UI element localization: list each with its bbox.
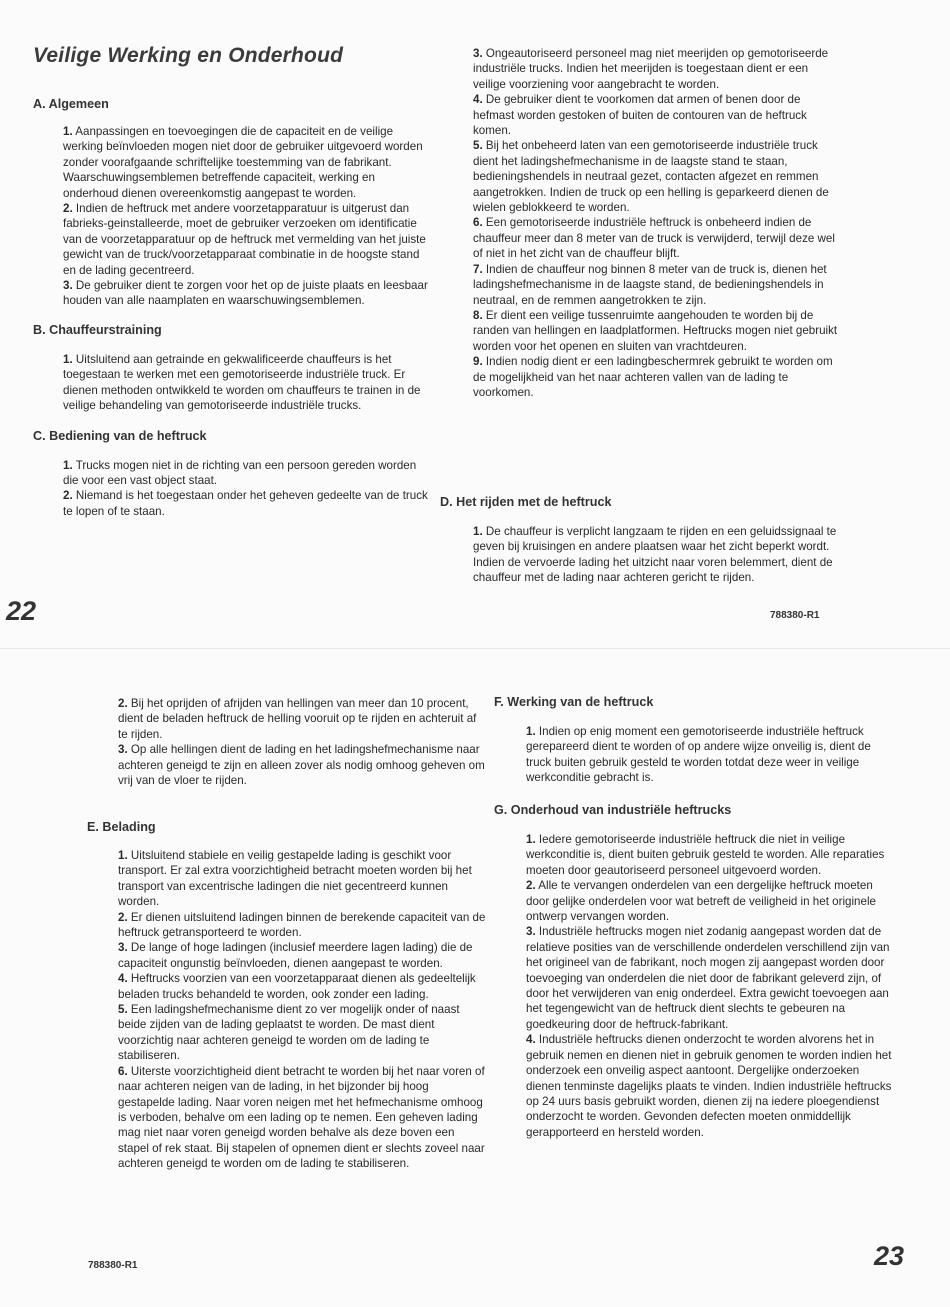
left-column-page-22 (33, 96, 433, 519)
item-text: Een gemotoriseerde industriële heftruck is onbeheerd indien de chauffeur meer dan 8 meter van de truck is verwijderd, terwijl deze wel of niet in het zicht van de chauffeur blijft. (473, 216, 835, 261)
list-item (63, 124, 433, 201)
page-22 (0, 0, 950, 648)
item-list (63, 352, 433, 414)
item-number: 2. (118, 697, 128, 710)
item-text: Uiterste voorzichtigheid dient betracht te worden bij het naar voren of naar achteren neigen van de lading, in het bijzonder bij hoog gestapelde lading. Naar voren neigen met het hefmechanisme omhoog is verboden, behalve om een lading op te nemen. Een geheven lading mag niet naar voren geneigd worden behalve als deze boven een stapel of rek staat. Bij stapelen of opnemen dient er slechts zoveel naar achteren geneigd te worden om de lading te stabiliseren. (118, 1064, 485, 1171)
list-item (63, 201, 433, 278)
item-number: 9. (473, 355, 483, 369)
item-text: Industriële heftrucks dienen onderzocht te worden alvorens het in gebruik nemen en dienen niet in gebruik genomen te worden indien het onderzoek een onveilig aspect aantoont. Dergelijke onderzoeken dienen tenminste dagelijks plaats te vinden. Indien industriële heftrucks op 24 uurs basis gebruikt worden, dienen zij na iedere ploegendienst onderzocht te worden. Gevonden defecten moeten onmiddellijk gerapporteerd en hersteld worden. (526, 1033, 892, 1139)
section-b (33, 322, 433, 414)
item-list (118, 696, 486, 788)
item-text: Heftrucks voorzien van een voorzetapparaat dienen als gedeeltelijk beladen trucks behandeld te worden, ook zonder een lading. (118, 972, 476, 1001)
left-column-page-23 (118, 696, 486, 788)
list-item (118, 910, 487, 941)
list-item (473, 308, 843, 354)
list-item (118, 1002, 487, 1064)
item-text: Er dienen uitsluitend ladingen binnen de berekende capaciteit van de heftruck getransporteerd te worden. (118, 910, 486, 940)
section-f (494, 694, 894, 786)
section-e (87, 819, 487, 1172)
item-number: 1. (118, 849, 128, 862)
item-number: 8. (473, 308, 483, 322)
list-item (526, 878, 894, 924)
item-text: Indien de heftruck met andere voorzetapparatuur is uitgerust dan fabrieks-geinstalleerde, moet de gebruiker verzoeken om identificatie van de voorzetapparatuur op de heftruck met vermelding van het juiste gewicht van de truck/voorzetapparaat combinatie in de hoogste stand en de lading gecentreerd. (63, 202, 426, 277)
item-text: Een ladingshefmechanisme dient zo ver mogelijk onder of naast beide zijden van de lading geplaatst te worden. De mast dient voorzichtig naar achteren geneigd te worden om de lading te stabiliseren. (118, 1003, 460, 1063)
list-item (118, 940, 487, 971)
section-d (440, 494, 840, 586)
item-text: De gebruiker dient te zorgen voor het op de juiste plaats en leesbaar houden van alle naamplaten en waarschuwingsemblemen. (63, 279, 428, 308)
list-item (473, 138, 843, 215)
item-number: 1. (63, 125, 73, 138)
list-item (526, 724, 894, 786)
list-item (118, 1064, 487, 1172)
list-item (473, 92, 843, 138)
item-number: 1. (63, 352, 73, 366)
section-g (494, 802, 894, 1140)
list-item (63, 278, 433, 309)
item-text: Industriële heftrucks mogen niet zodanig aangepast worden dat de relatieve posities van de verschillende onderdelen verschillend zijn van het origineel van de fabrikant, noch mogen zij aangepast worden door toevoeging van onderdelen die niet door de fabrikant geleverd zijn, of door het verwijderen van enig onderdeel. Extra gewicht toevoegen aan het tegengewicht van de heftruck dient slechts te gebeuren na goedkeuring door de heftruck-fabrikant. (526, 925, 890, 1031)
list-item (473, 524, 840, 586)
section-heading: A. Algemeen (33, 97, 109, 111)
item-list (63, 458, 433, 520)
item-list (63, 124, 433, 309)
section-heading: B. Chauffeurstraining (33, 322, 162, 337)
page-title: Veilige Werking en Onderhoud (33, 44, 344, 67)
item-number: 3. (526, 925, 536, 939)
item-text: Aanpassingen en toevoegingen die de capaciteit en de veilige werking beïnvloeden mogen niet door de gebruiker uitgevoerd worden zonder voorafgaande schriftelijke toestemming van de fabrikant. Waarschuwingsemblemen betreffende capaciteit, werking en onderhoud dienen overeenkomstig aangepast te worden. (63, 125, 423, 200)
item-list (526, 724, 894, 786)
item-text: Indien op enig moment een gemotoriseerde industriële heftruck gerepareerd dient te worden of op andere wijze onveilig is, dient de truck buiten gebruik gesteld te worden totdat deze weer in veilige werkconditie gebracht is. (526, 725, 871, 785)
item-text: Uitsluitend aan getrainde en gekwalificeerde chauffeurs is het toegestaan te werken met een gemotoriseerde industriële truck. Er dienen methoden ontwikkeld te worden om chauffeurs te trainen in de veilige behandeling van gemotoriseerde industriële trucks. (63, 352, 421, 413)
right-column-page-22 (473, 46, 843, 400)
item-number: 4. (526, 1033, 536, 1047)
list-item (473, 262, 843, 308)
list-item (526, 1032, 894, 1140)
item-text: De lange of hoge ladingen (inclusief meerdere lagen lading) die de capaciteit ongunstig beïnvloeden, dienen aangepast te worden. (118, 941, 473, 970)
item-number: 1. (63, 458, 73, 472)
list-item (63, 458, 433, 489)
item-number: 3. (118, 743, 128, 757)
item-text: Iedere gemotoriseerde industriële heftruck die niet in veilige werkconditie is, dient buiten gebruik gesteld te worden. Alle reparaties moeten door geautoriseerd personeel uitgevoerd worden. (526, 833, 885, 877)
item-number: 1. (526, 833, 536, 846)
item-text: Trucks mogen niet in de richting van een persoon gereden worden die voor een vast object staat. (63, 458, 417, 487)
section-heading: E. Belading (87, 820, 156, 834)
item-number: 5. (473, 139, 483, 153)
list-item (473, 46, 843, 92)
list-item (118, 742, 486, 788)
item-number: 3. (118, 941, 128, 955)
item-number: 1. (473, 525, 483, 538)
list-item (63, 352, 433, 414)
item-text: Er dient een veilige tussenruimte aangehouden te worden bij de randen van hellingen en laadplatformen. Heftrucks mogen niet gebruikt worden voor het openen en sluiten van vrachtdeuren. (473, 308, 838, 353)
item-list (473, 524, 840, 586)
list-item (473, 354, 843, 400)
section-heading: G. Onderhoud van industriële heftrucks (494, 803, 732, 817)
section-heading: D. Het rijden met de heftruck (440, 495, 612, 509)
item-text: De gebruiker dient te voorkomen dat armen of benen door de hefmast worden gestoken of buiten de contouren van de heftruck komen. (473, 93, 807, 138)
item-number: 4. (473, 93, 483, 107)
item-text: Ongeautoriseerd personeel mag niet meerijden op gemotoriseerde industriële trucks. Indien het meerijden is toegestaan dient er een veilige voorziening voor aangebracht te worden. (473, 47, 829, 91)
item-number: 2. (118, 910, 128, 924)
item-text: De chauffeur is verplicht langzaam te rijden en een geluidssignaal te geven bij kruisingen en andere plaatsen waar het zicht beperkt wordt. Indien de vervoerde lading het uitzicht naar voren belemmert, dient de chauffeur met de lading naar achteren gericht te rijden. (473, 525, 837, 585)
item-list (118, 848, 487, 1172)
item-text: Uitsluitend stabiele en veilig gestapelde lading is geschikt voor transport. Er zal extra voorzichtigheid betracht moeten worden bij het transport van excentrische ladingen die niet gecentreerd kunnen worden. (118, 849, 472, 909)
page-number: 23 (874, 1241, 905, 1271)
item-text: Op alle hellingen dient de lading en het ladingshefmechanisme naar achteren geneigd te zijn en alleen zover als nodig omhoog geheven om vrij van de vloer te rijden. (118, 743, 485, 788)
item-number: 2. (526, 879, 536, 893)
item-number: 2. (63, 489, 73, 503)
item-text: Niemand is het toegestaan onder het geheven gedeelte van de truck te lopen of te staan. (63, 489, 428, 518)
list-item (118, 696, 486, 742)
list-item (118, 848, 487, 910)
item-text: Indien nodig dient er een ladingbeschermrek gebruikt te worden om de mogelijkheid van het naar achteren vallen van de lading te voorkomen. (473, 355, 833, 399)
item-number: 1. (526, 725, 536, 738)
list-item (526, 924, 894, 1032)
list-item (473, 215, 843, 261)
item-number: 7. (473, 262, 483, 276)
item-number: 5. (118, 1003, 128, 1017)
item-number: 3. (473, 47, 483, 60)
section-heading: C. Bediening van de heftruck (33, 428, 207, 443)
item-text: Bij het oprijden of afrijden van hellingen van meer dan 10 procent, dient de beladen heftruck de helling vooruit op te rijden en achteruit af te rijden. (118, 697, 477, 741)
section-heading: F. Werking van de heftruck (494, 695, 654, 709)
item-number: 6. (118, 1064, 128, 1078)
item-number: 4. (118, 972, 128, 986)
document-code: 788380-R1 (770, 610, 820, 621)
item-text: Bij het onbeheerd laten van een gemotoriseerde industriële truck dient het ladingshefmechanisme in de laagste stand te staan, bedieningshendels in neutraal gezet, contacten afgezet en remmen aangetrokken. Indien de truck op een helling is geparkeerd dienen de wielen geblokkeerd te worden. (473, 139, 829, 215)
section-a (33, 96, 433, 309)
section-c (33, 428, 433, 520)
item-number: 6. (473, 216, 483, 230)
document-code: 788380-R1 (88, 1260, 138, 1271)
item-list (526, 832, 894, 1140)
list-item (526, 832, 894, 878)
list-item (63, 488, 433, 519)
item-text: Alle te vervangen onderdelen van een dergelijke heftruck moeten door gelijke onderdelen voor wat betreft de veiligheid in het originele ontwerp vervangen worden. (526, 879, 876, 924)
list-item (118, 971, 487, 1002)
item-number: 2. (63, 202, 73, 216)
page-23 (0, 648, 950, 1307)
item-text: Indien de chauffeur nog binnen 8 meter van de truck is, dienen het ladingshefmechanisme in de laagste stand, de bedieningshendels in neutraal, en de remmen aangetrokken te zijn. (473, 262, 827, 307)
item-list (473, 46, 843, 400)
page-number: 22 (6, 596, 37, 626)
item-number: 3. (63, 279, 73, 293)
